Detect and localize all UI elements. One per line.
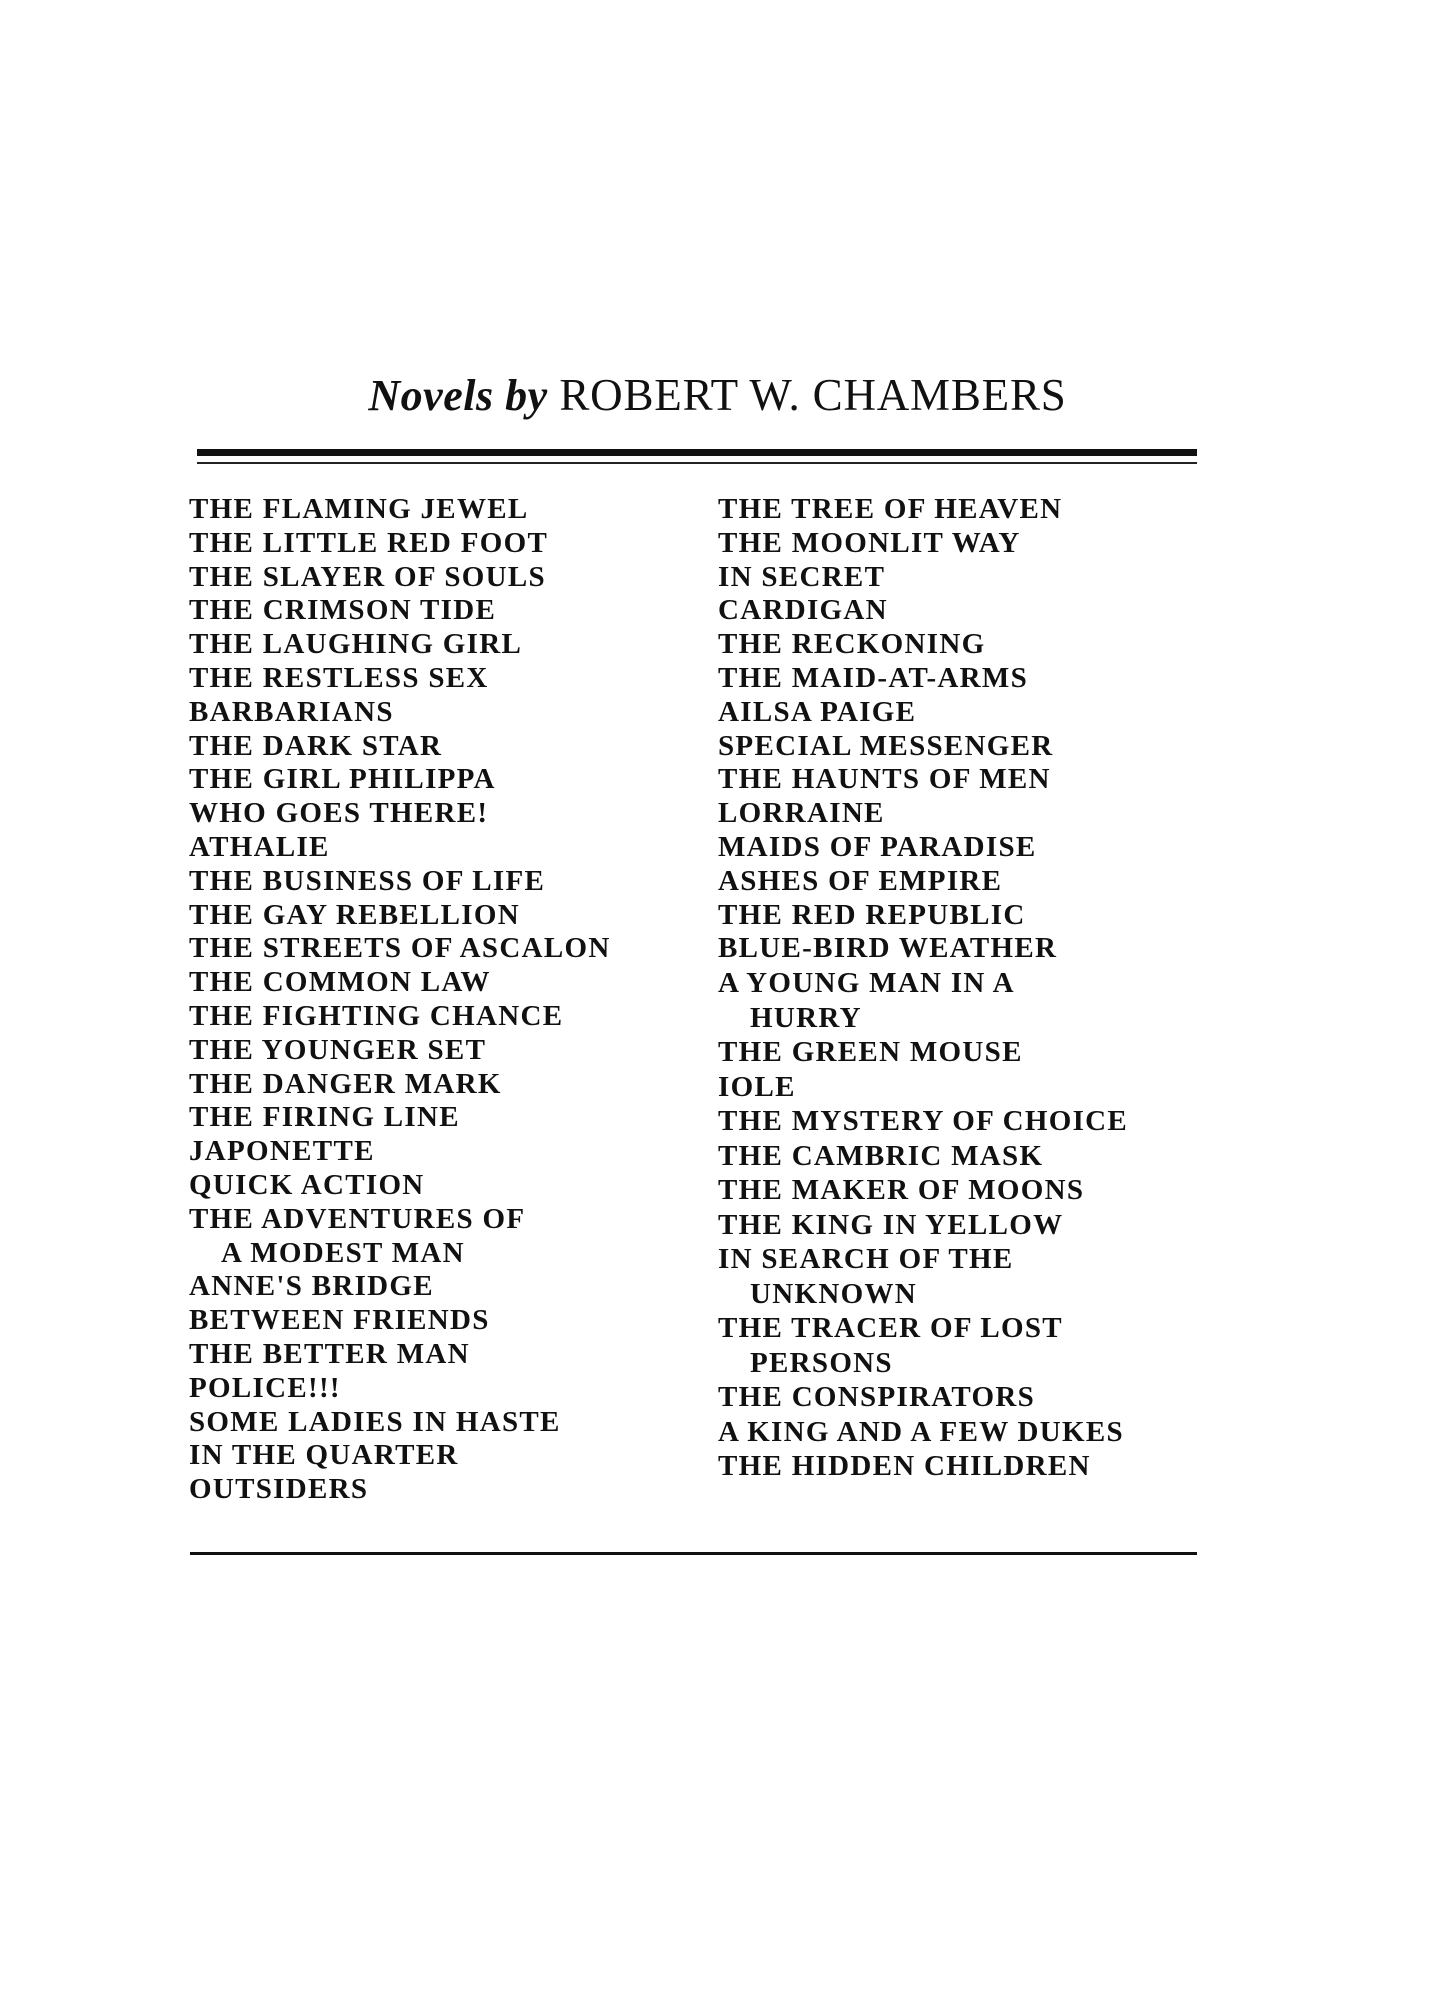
list-item: ATHALIE (189, 830, 330, 863)
list-item: THE BETTER MAN (189, 1337, 470, 1370)
list-item: THE KING IN YELLOW (718, 1208, 1064, 1241)
page-title (0, 365, 1435, 426)
list-item: THE FLAMING JEWEL (189, 493, 529, 525)
list-item: SOME LADIES IN HASTE (189, 1405, 561, 1438)
list-item: THE DANGER MARK (189, 1067, 502, 1100)
right-title-list (718, 493, 1128, 1484)
list-item: THE MOONLIT WAY (718, 526, 1021, 559)
list-item: THE COMMON LAW (189, 966, 491, 999)
list-item: THE MYSTERY OF CHOICE (718, 1105, 1129, 1138)
list-item: THE FIRING LINE (189, 1101, 460, 1134)
list-item: LORRAINE (718, 797, 885, 830)
list-item: THE MAID-AT-ARMS (718, 661, 1029, 694)
list-item-continuation: HURRY (750, 1001, 862, 1034)
list-item: THE BUSINESS OF LIFE (189, 864, 546, 897)
list-item: A KING AND A FEW DUKES (718, 1415, 1124, 1448)
list-item: THE TRACER OF LOST (718, 1312, 1063, 1345)
list-item: THE DARK STAR (189, 729, 443, 762)
list-item: THE HIDDEN CHILDREN (718, 1450, 1091, 1483)
list-item: THE TREE OF HEAVEN (718, 493, 1063, 525)
list-item: ANNE'S BRIDGE (189, 1270, 434, 1303)
list-item: THE LAUGHING GIRL (189, 628, 523, 661)
list-item: THE GREEN MOUSE (718, 1036, 1023, 1069)
list-item: THE LITTLE RED FOOT (189, 526, 549, 559)
list-item: BLUE-BIRD WEATHER (718, 932, 1058, 965)
list-item: THE CAMBRIC MASK (718, 1139, 1044, 1172)
top-rule-thin (197, 462, 1197, 464)
list-item: BARBARIANS (189, 695, 394, 728)
list-item: THE ADVENTURES OF (189, 1202, 526, 1235)
top-rule-thick (197, 449, 1197, 456)
left-title-list (189, 493, 611, 1507)
list-item: IOLE (718, 1070, 796, 1103)
list-item: THE RESTLESS SEX (189, 661, 489, 694)
list-item: QUICK ACTION (189, 1168, 425, 1201)
list-item: ASHES OF EMPIRE (718, 864, 1003, 897)
list-item: THE GIRL PHILIPPA (189, 763, 496, 796)
list-item: WHO GOES THERE! (189, 797, 489, 830)
list-item: POLICE!!! (189, 1371, 341, 1404)
list-item: THE STREETS OF ASCALON (189, 932, 611, 965)
list-item: IN SEARCH OF THE (718, 1243, 1014, 1276)
list-item: THE HAUNTS OF MEN (718, 763, 1051, 796)
list-item: SPECIAL MESSENGER (718, 729, 1054, 762)
list-item: JAPONETTE (189, 1135, 375, 1168)
list-item: THE CRIMSON TIDE (189, 594, 497, 627)
title-prefix: Novels by (368, 371, 548, 420)
list-item: THE FIGHTING CHANCE (189, 999, 564, 1032)
list-item: THE CONSPIRATORS (718, 1381, 1036, 1414)
list-item: CARDIGAN (718, 594, 888, 627)
list-item: THE MAKER OF MOONS (718, 1174, 1085, 1207)
list-item: A YOUNG MAN IN A (718, 967, 1015, 1000)
list-item: THE RECKONING (718, 628, 986, 661)
list-item: IN SECRET (718, 560, 886, 593)
list-item: AILSA PAIGE (718, 695, 917, 728)
list-item: BETWEEN FRIENDS (189, 1304, 490, 1337)
bottom-rule (190, 1552, 1197, 1555)
list-item-continuation: PERSONS (750, 1346, 893, 1379)
list-item: THE YOUNGER SET (189, 1033, 487, 1066)
list-item: OUTSIDERS (189, 1473, 369, 1506)
list-item: THE RED REPUBLIC (718, 898, 1026, 931)
list-item-continuation: A MODEST MAN (221, 1236, 465, 1269)
author-name: ROBERT W. CHAMBERS (559, 370, 1067, 420)
list-item: THE GAY REBELLION (189, 898, 520, 931)
list-item: THE SLAYER OF SOULS (189, 560, 546, 593)
list-item: IN THE QUARTER (189, 1439, 459, 1472)
list-item: MAIDS OF PARADISE (718, 830, 1037, 863)
list-item-continuation: UNKNOWN (750, 1277, 917, 1310)
